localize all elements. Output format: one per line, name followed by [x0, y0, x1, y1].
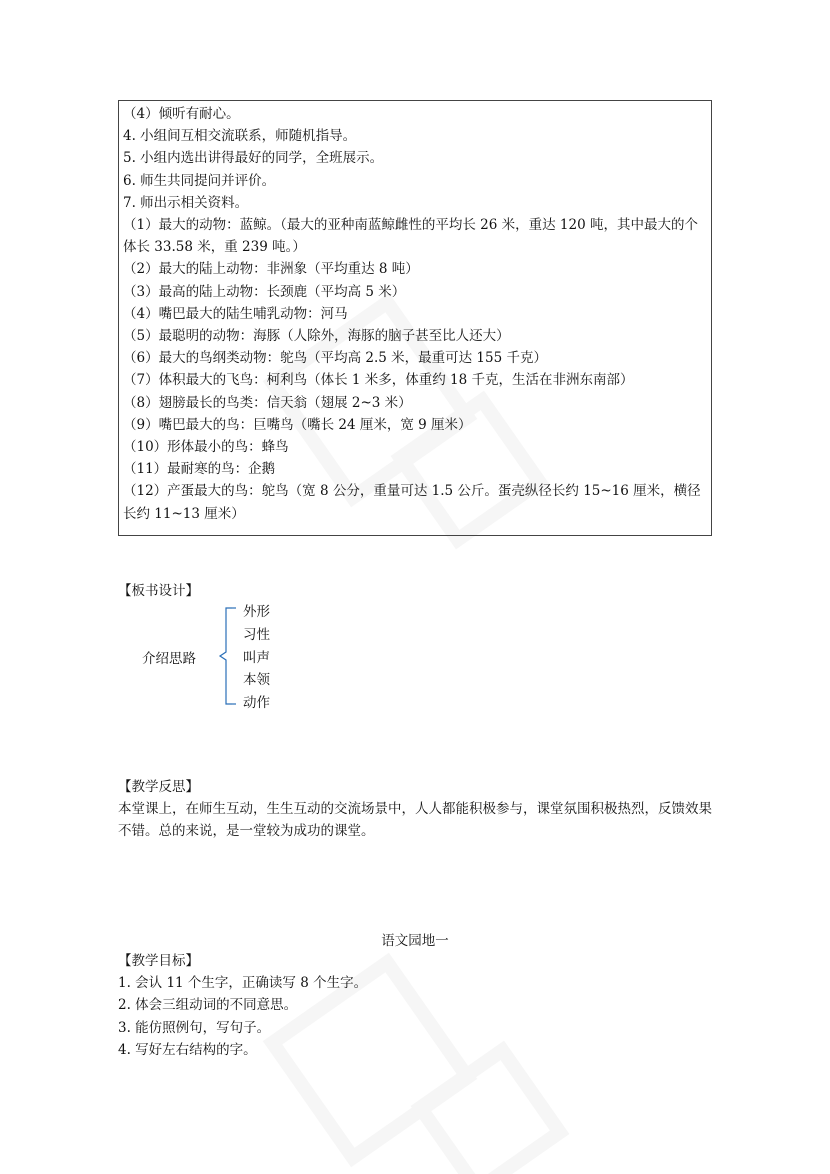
goal-item: 4. 写好左右结构的字。 [118, 1042, 257, 1059]
goal-item: 2. 体会三组动词的不同意思。 [118, 997, 298, 1014]
board-item: 叫声 [243, 649, 270, 666]
board-item: 动作 [243, 695, 270, 712]
reflection-text: 本堂课上，在师生互动，生生互动的交流场景中，人人都能积极参与，课堂氛围积极热烈，反馈效果不错。总的来说，是一堂较为成功的课堂。 [118, 801, 712, 840]
table-line: （6）最大的鸟纲类动物：鸵鸟（平均高 2.5 米，最重可达 155 千克） [123, 350, 547, 367]
board-item: 习性 [243, 626, 270, 643]
table-line: 5. 小组内选出讲得最好的同学，全班展示。 [123, 150, 384, 167]
table-line: （4）嘴巴最大的陆生哺乳动物：河马 [123, 305, 348, 322]
goals-heading: 【教学目标】 [118, 953, 199, 969]
goal-item: 3. 能仿照例句，写句子。 [118, 1019, 271, 1036]
table-line: （11）最耐寒的鸟：企鹅 [123, 461, 276, 478]
table-line: （10）形体最小的鸟：蜂鸟 [123, 439, 289, 456]
table-line: （5）最聪明的动物：海豚（人除外，海豚的脑子甚至比人还大） [123, 328, 510, 345]
table-line: （7）体积最大的飞鸟：柯利鸟（体长 1 米多，体重约 18 千克，生活在非洲东南部） [123, 372, 634, 389]
goal-item: 1. 会认 11 个生字，正确读写 8 个生字。 [118, 975, 368, 991]
board-item: 外形 [243, 604, 270, 620]
reflection-heading: 【教学反思】 [118, 779, 199, 795]
table-line: 7. 师出示相关资料。 [123, 194, 249, 211]
board-item: 本领 [243, 672, 270, 689]
table-line: （8）翅膀最长的鸟类：信天翁（翅展 2~3 米） [123, 394, 412, 411]
section-title: 语文园地一 [381, 933, 449, 949]
table-content [123, 103, 705, 525]
board-heading: 【板书设计】 [118, 583, 199, 599]
board-label: 介绍思路 [142, 651, 196, 667]
board-items [243, 601, 270, 715]
table-line: （12）产蛋最大的鸟：鸵鸟（宽 8 公分，重量可达 1.5 公斤。蛋壳纵径长约 15~16 厘米，横径长约 11~13 厘米） [123, 483, 701, 522]
table-line: （1）最大的动物：蓝鲸。（最大的亚种南蓝鲸雌性的平均长 26 米，重达 120 吨，其中最大的个体长 33.58 米，重 239 吨。） [123, 217, 698, 256]
table-line: （2）最大的陆上动物：非洲象（平均重达 8 吨） [123, 261, 419, 278]
goals-list [118, 972, 718, 1062]
table-line: （4）倾听有耐心。 [123, 106, 240, 122]
table-line: （3）最高的陆上动物：长颈鹿（平均高 5 米） [123, 283, 406, 300]
brace-icon [218, 606, 240, 708]
table-line: （9）嘴巴最大的鸟：巨嘴鸟（嘴长 24 厘米，宽 9 厘米） [123, 416, 472, 433]
table-line: 4. 小组间互相交流联系，师随机指导。 [123, 128, 357, 145]
table-line: 6. 师生共同提问并评价。 [123, 172, 276, 189]
lesson-table [118, 100, 712, 536]
